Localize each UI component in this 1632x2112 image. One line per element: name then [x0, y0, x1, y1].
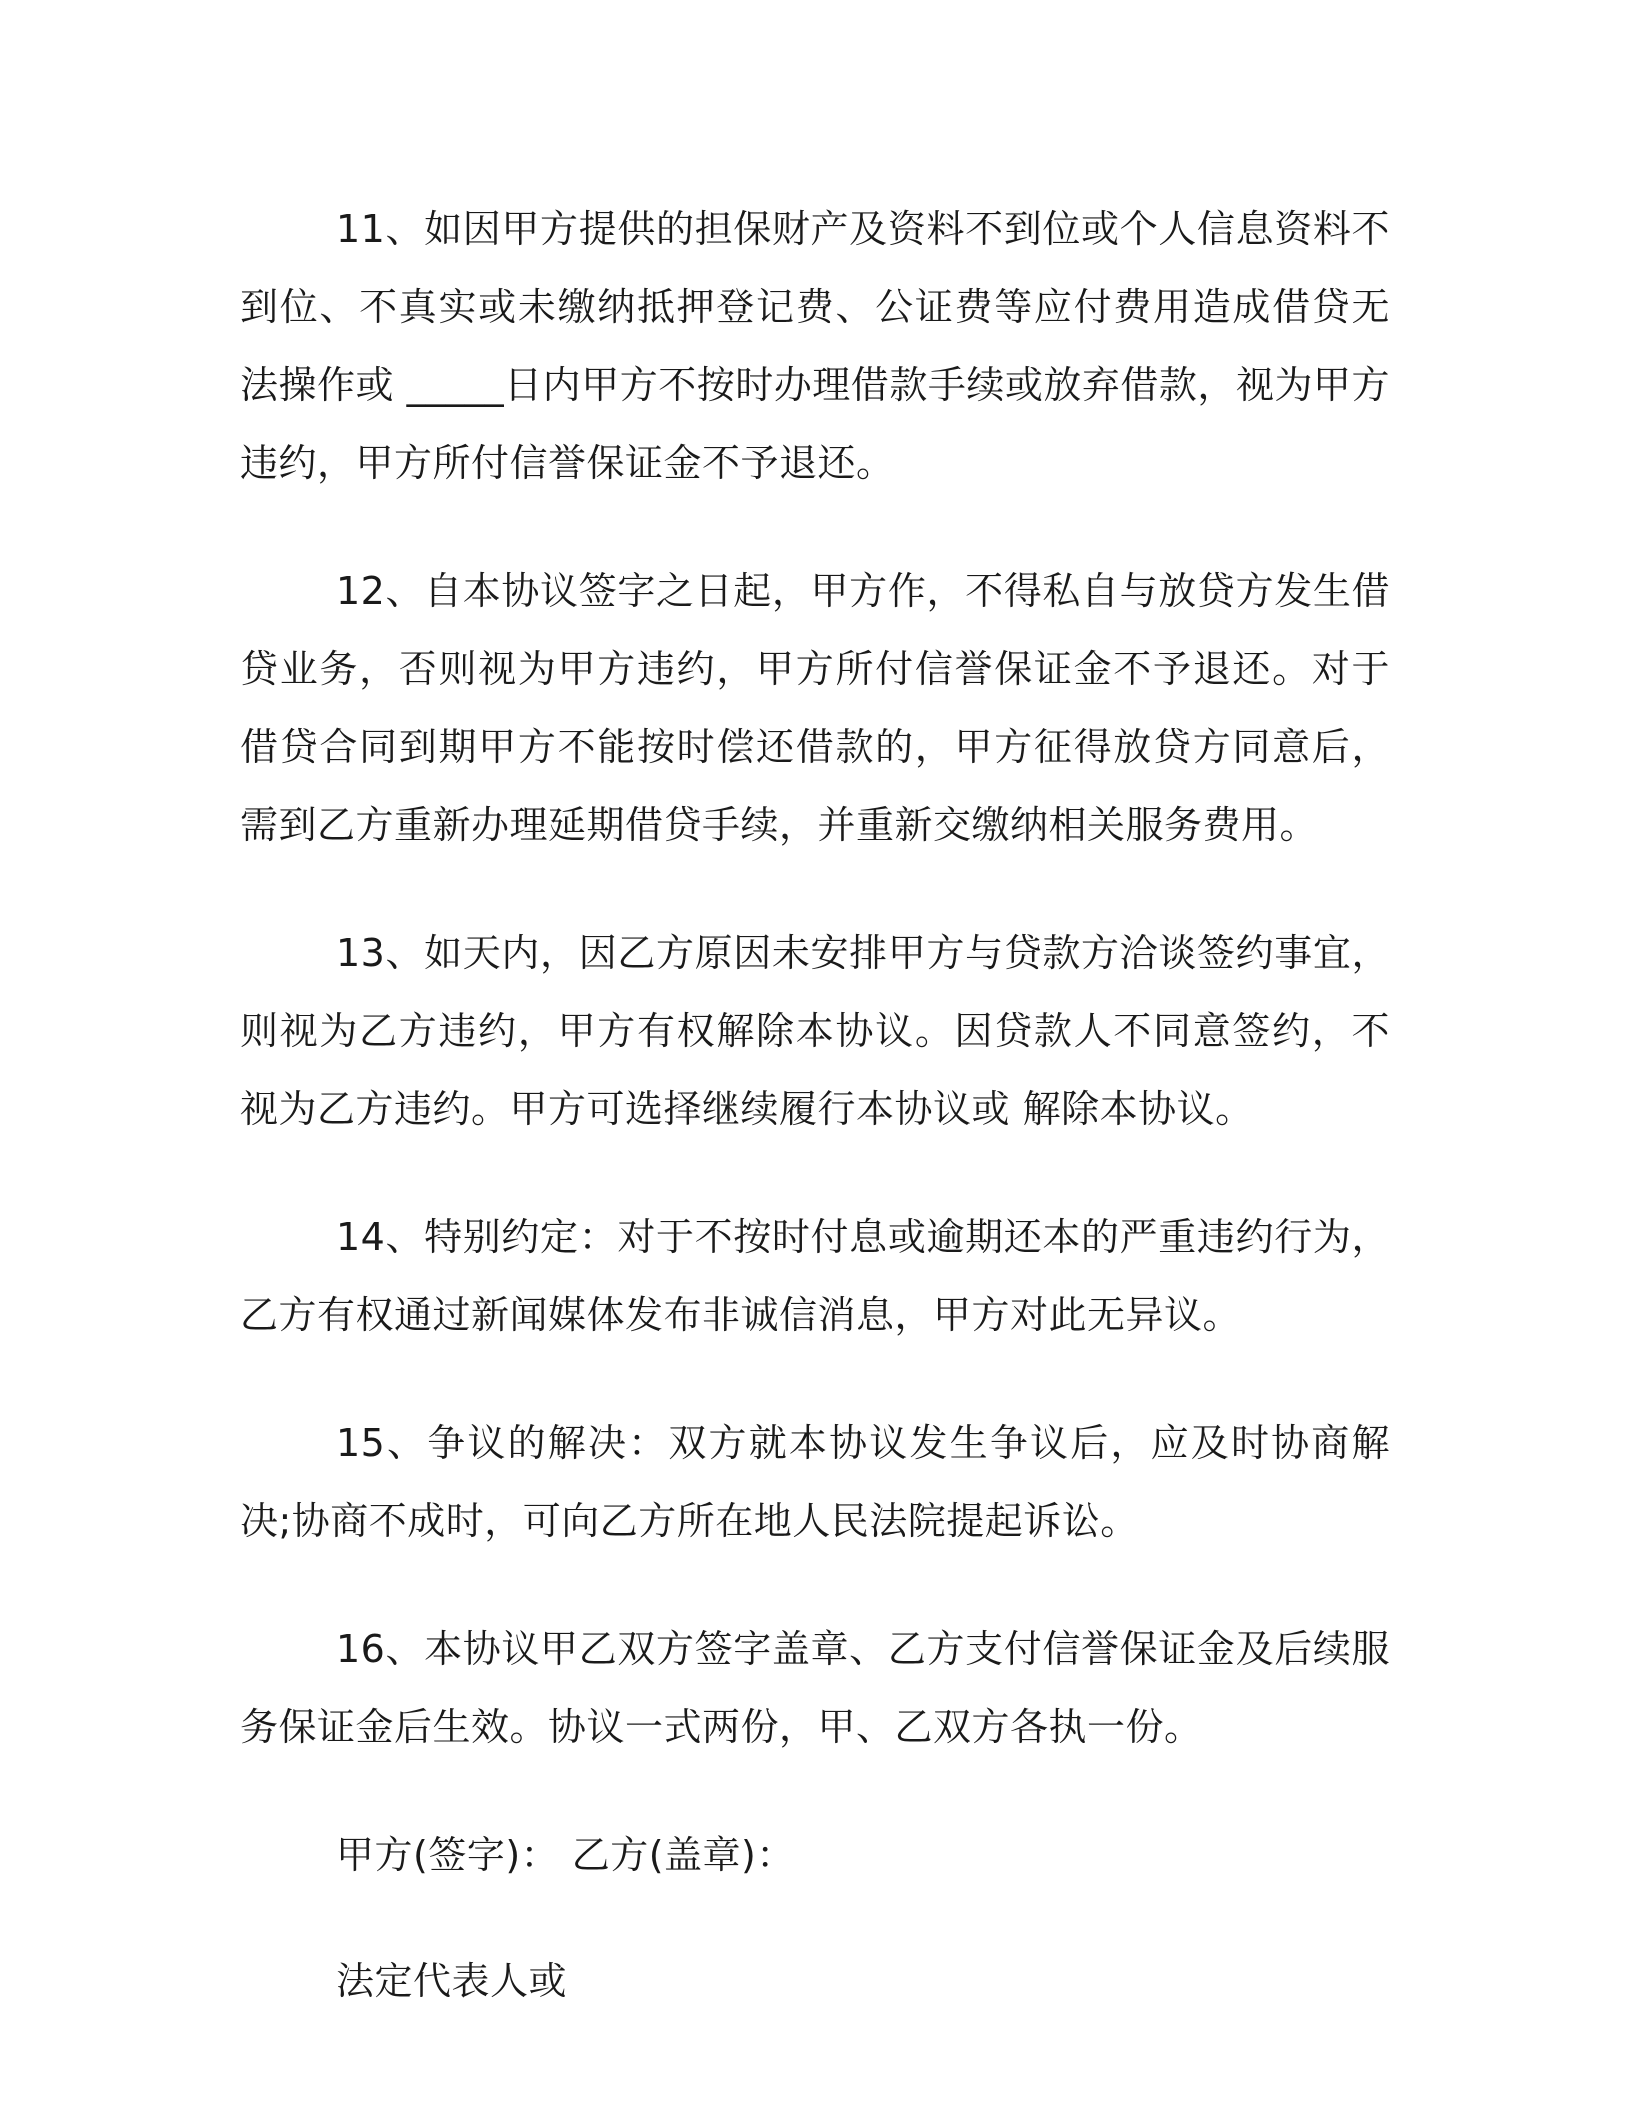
clause-13: 13、如天内，因乙方原因未安排甲方与贷款方洽谈签约事宜，则视为乙方违约，甲方有权解除本协议。因贷款人不同意签约，不视为乙方违约。甲方可选择继续履行本协议或 解除本协议。 — [240, 931, 1390, 1131]
clause-11: 11、如因甲方提供的担保财产及资料不到位或个人信息资料不到位、不真实或未缴纳抵押登记费、公证费等应付费用造成借贷无法操作或 _____日内甲方不按时办理借款手续或放弃借款，视为甲方违约，甲方所付信誉保证金不予退还。 — [240, 207, 1390, 485]
clause-14: 14、特别约定：对于不按时付息或逾期还本的严重违约行为，乙方有权通过新闻媒体发布非诚信消息，甲方对此无异议。 — [240, 1215, 1390, 1337]
document-body — [240, 190, 1390, 2068]
clause-15: 15、争议的解决：双方就本协议发生争议后，应及时协商解决;协商不成时，可向乙方所在地人民法院提起诉讼。 — [240, 1421, 1390, 1543]
clause-16: 16、本协议甲乙双方签字盖章、乙方支付信誉保证金及后续服务保证金后生效。协议一式两份，甲、乙双方各执一份。 — [240, 1627, 1390, 1749]
signature-line: 甲方(签字)： 乙方(盖章)： — [336, 1833, 795, 1877]
representative-line: 法定代表人或 — [336, 1959, 568, 2003]
clause-12: 12、自本协议签字之日起，甲方作，不得私自与放贷方发生借贷业务，否则视为甲方违约，甲方所付信誉保证金不予退还。对于借贷合同到期甲方不能按时偿还借款的，甲方征得放贷方同意后，需到乙方重新办理延期借贷手续，并重新交缴纳相关服务费用。 — [240, 569, 1390, 847]
